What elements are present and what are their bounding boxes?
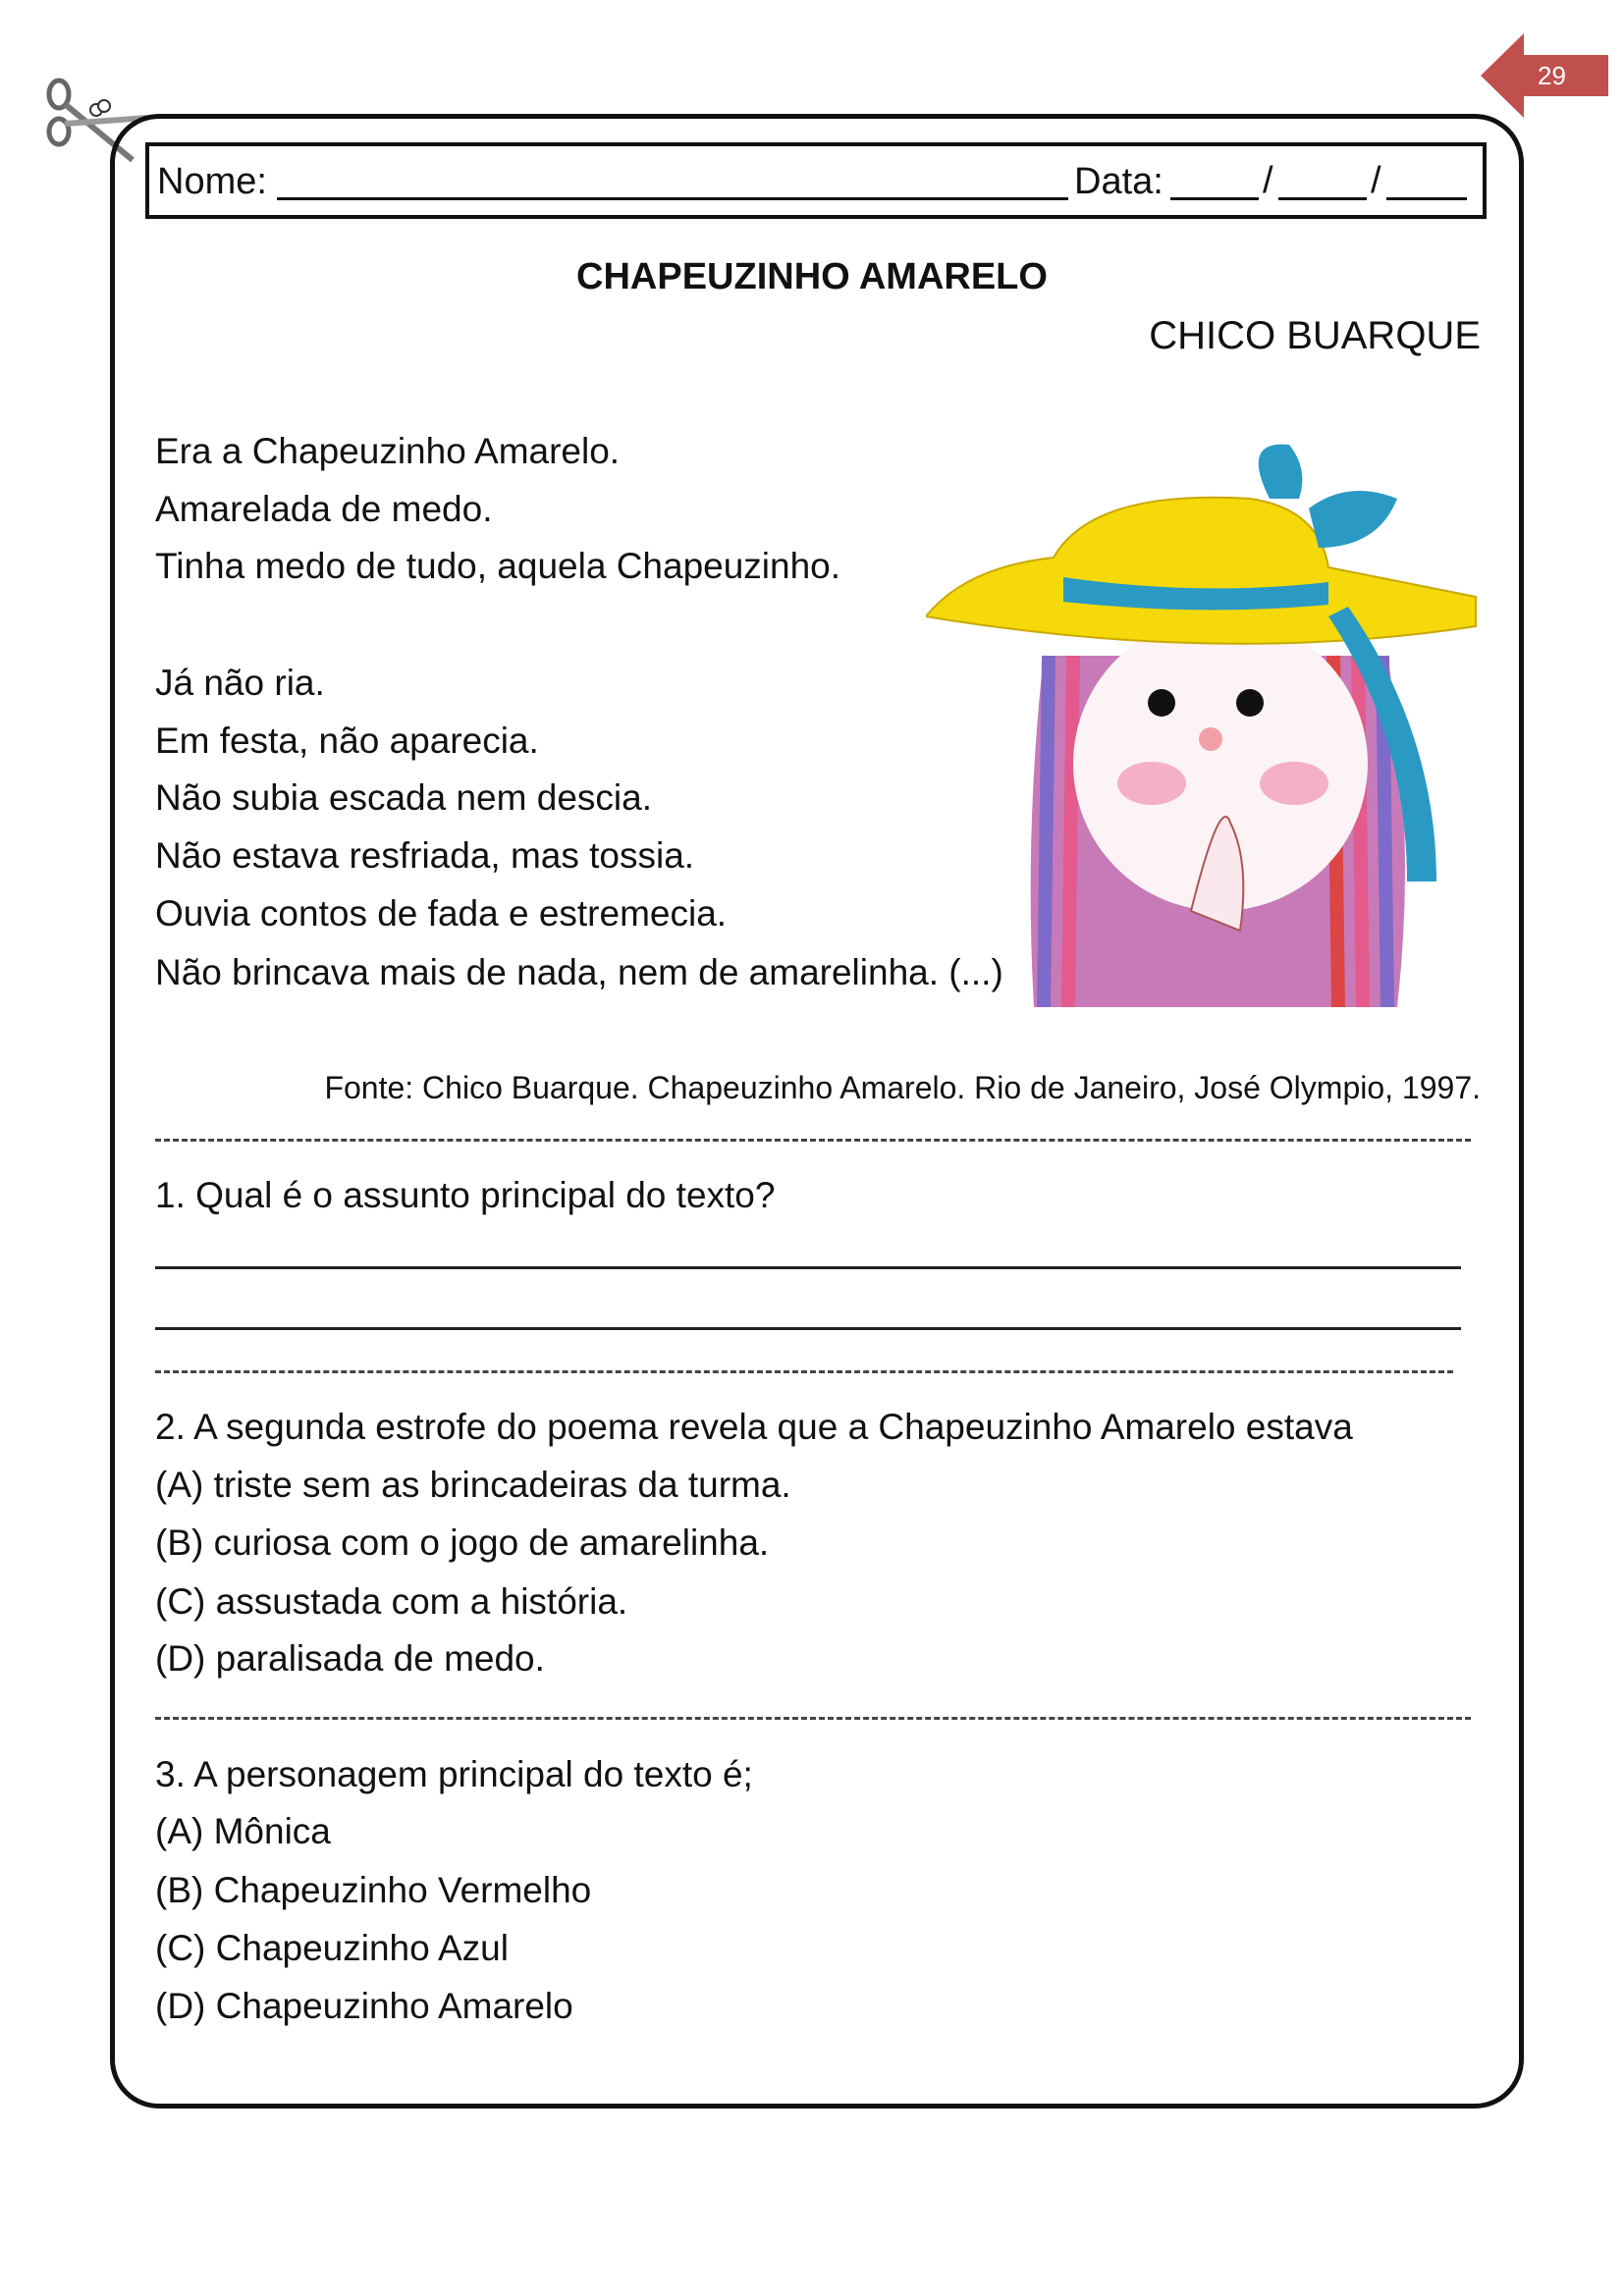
option-c[interactable]: (C) Chapeuzinho Azul <box>155 1928 509 1968</box>
poem-line: Amarelada de medo. <box>155 489 493 529</box>
answer-line[interactable] <box>155 1266 1461 1269</box>
poem-line: Tinha medo de tudo, aquela Chapeuzinho. <box>155 546 841 586</box>
name-date-box <box>145 142 1487 219</box>
divider <box>155 1717 1471 1720</box>
poem-line: Já não ria. <box>155 663 325 703</box>
poem-line: Não estava resfriada, mas tossia. <box>155 835 695 876</box>
page-number: 29 <box>1538 61 1566 90</box>
date-label: Data: <box>1074 161 1164 202</box>
page-number-tab <box>1481 33 1608 118</box>
source-citation: Fonte: Chico Buarque. Chapeuzinho Amarelo. Rio de Janeiro, José Olympio, 1997. <box>324 1070 1481 1105</box>
question-2: 2. A segunda estrofe do poema revela que a Chapeuzinho Amarelo estava <box>155 1407 1353 1447</box>
option-a[interactable]: (A) triste sem as brincadeiras da turma. <box>155 1465 791 1505</box>
poem-line: Em festa, não aparecia. <box>155 721 539 761</box>
option-a[interactable]: (A) Mônica <box>155 1811 331 1851</box>
poem-title: CHAPEUZINHO AMARELO <box>576 256 1048 297</box>
poem-line: Não brincava mais de nada, nem de amarelinha. (...) <box>155 952 1003 992</box>
question-1: 1. Qual é o assunto principal do texto? <box>155 1175 776 1215</box>
answer-line[interactable] <box>155 1327 1461 1330</box>
poem-line: Ouvia contos de fada e estremecia. <box>155 893 728 934</box>
name-field[interactable] <box>277 197 1068 200</box>
date-field[interactable]: / / <box>1170 160 1475 203</box>
poem-author: CHICO BUARQUE <box>1149 314 1481 357</box>
poem-line: Era a Chapeuzinho Amarelo. <box>155 431 621 471</box>
option-c[interactable]: (C) assustada com a história. <box>155 1581 628 1622</box>
option-d[interactable]: (D) Chapeuzinho Amarelo <box>155 1986 573 2026</box>
option-d[interactable]: (D) paralisada de medo. <box>155 1638 545 1679</box>
question-3: 3. A personagem principal do texto é; <box>155 1754 753 1794</box>
poem-line: Não subia escada nem descia. <box>155 777 652 818</box>
option-b[interactable]: (B) Chapeuzinho Vermelho <box>155 1870 592 1910</box>
chapeuzinho-illustration <box>926 440 1482 1007</box>
option-b[interactable]: (B) curiosa com o jogo de amarelinha. <box>155 1522 770 1563</box>
divider <box>155 1139 1471 1142</box>
divider <box>155 1370 1453 1373</box>
name-label: Nome: <box>157 161 267 202</box>
